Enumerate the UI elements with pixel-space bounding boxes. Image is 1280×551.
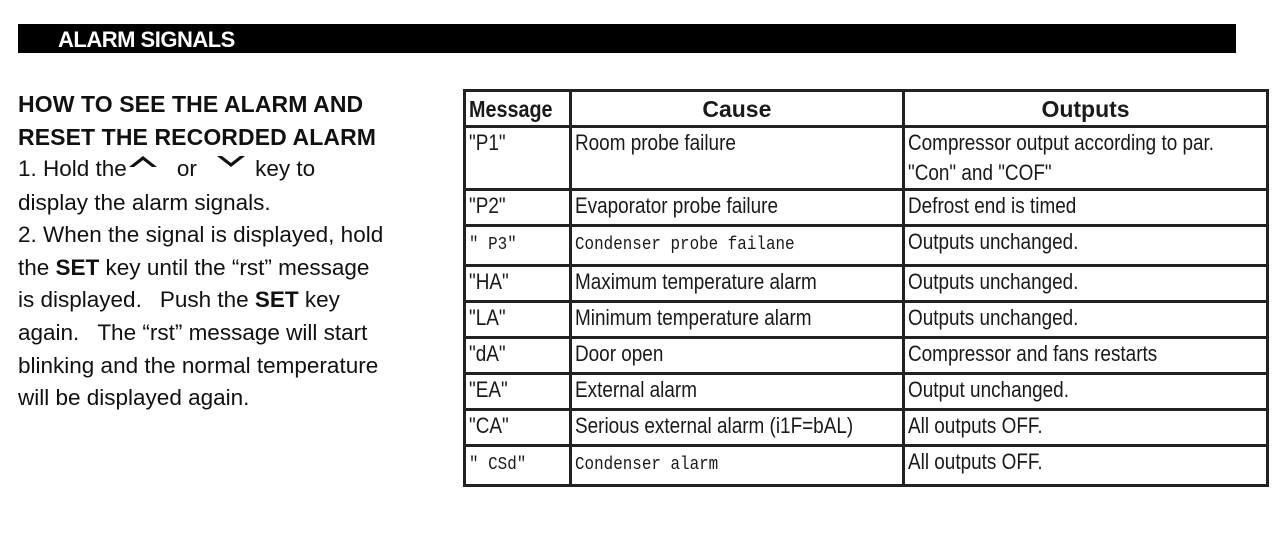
step2-line3-c: key [298,287,340,313]
cause-cell: Room probe failure [571,127,903,190]
step2-line2-a: the [18,254,56,280]
outputs-cell: All outputs OFF. [903,446,1268,486]
message-cell: " CSd" [465,446,571,486]
step2-line3-a: is displayed. [18,287,142,313]
section-banner [18,24,1236,53]
instructions-heading-line1: HOW TO SEE THE ALARM AND [18,91,364,117]
outputs-cell: Output unchanged. [903,374,1268,410]
header-outputs: Outputs [903,91,1268,127]
cause-cell: Serious external alarm (i1F=bAL) [571,410,903,446]
cause-cell: Minimum temperature alarm [571,301,903,337]
step2-line4-b: The “rst” message will start [97,319,368,345]
step1-text-b: key to [255,156,316,182]
outputs-cell: Defrost end is timed [903,190,1268,226]
cause-cell: Evaporator probe failure [571,190,903,226]
table-row [465,226,1268,265]
message-cell: "HA" [465,265,571,301]
table-row [465,265,1268,301]
outputs-cell: Compressor and fans restarts [903,337,1268,373]
table-row [465,374,1268,410]
step2-line2-b: key until the “rst” message [99,254,370,280]
step2-line2 [18,252,448,285]
outputs-cell: Outputs unchanged. [903,265,1268,301]
set-key-label: SET [55,254,100,280]
step2-line3 [18,284,448,317]
step2-line5: blinking and the normal temperature [18,352,379,378]
table-row [465,410,1268,446]
cause-cell: Maximum temperature alarm [571,265,903,301]
step1-text-a: 1. Hold the [18,156,127,182]
table-row [465,446,1268,486]
outputs-cell: Outputs unchanged. [903,301,1268,337]
message-cell: "dA" [465,337,571,373]
header-cause: Cause [571,91,903,127]
step2-line4-a: again. [18,319,80,345]
step1-line [18,153,448,186]
outputs-cell: Outputs unchanged. [903,226,1268,265]
step2-line1: 2. When the signal is displayed, hold [18,222,384,248]
message-cell: "P1" [465,127,571,190]
step1-line2: display the alarm signals. [18,189,271,215]
set-key-label: SET [254,287,299,313]
message-cell: " P3" [465,226,571,265]
table-row [465,301,1268,337]
table-row [465,337,1268,373]
alarm-table [463,89,1269,487]
step2-line6: will be displayed again. [18,385,250,411]
up-arrow-icon [127,146,159,179]
cause-cell: Door open [571,337,903,373]
cause-cell: Condenser alarm [571,446,903,486]
table-header-row [465,91,1268,127]
cause-cell: External alarm [571,374,903,410]
instructions-heading-line2: RESET THE RECORDED ALARM [18,123,377,150]
instructions-block [18,88,448,415]
outputs-cell: Compressor output according to par. "Con" and "COF" [903,127,1268,190]
cause-cell: Condenser probe failane [571,226,903,265]
message-cell: "P2" [465,190,571,226]
header-message: Message [465,91,571,127]
step2-line3-b: Push the [159,287,255,313]
table-row [465,190,1268,226]
step2-line4 [18,317,448,350]
outputs-cell: All outputs OFF. [903,410,1268,446]
down-arrow-icon [215,146,247,179]
message-cell: "EA" [465,374,571,410]
message-cell: "CA" [465,410,571,446]
message-cell: "LA" [465,301,571,337]
table-row [465,127,1268,190]
section-title: ALARM SIGNALS [58,27,235,52]
step1-or: or [176,156,197,182]
